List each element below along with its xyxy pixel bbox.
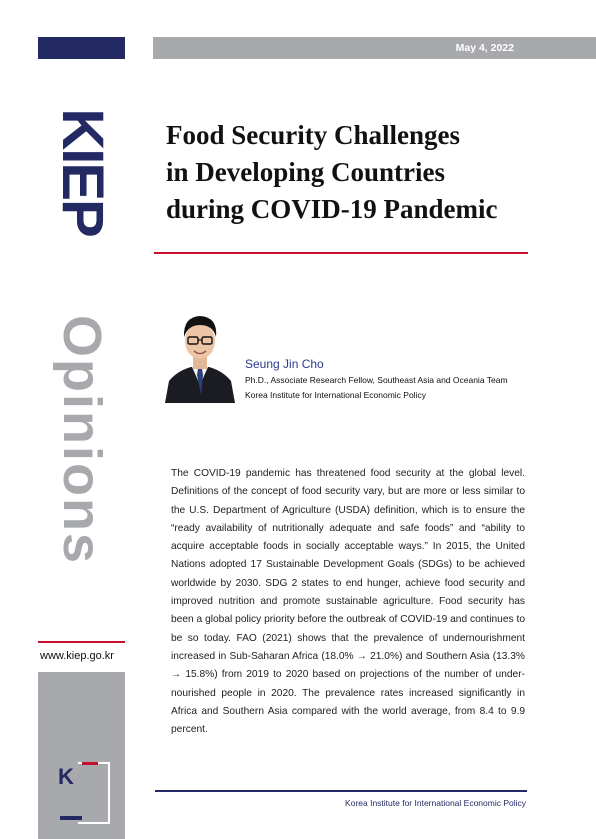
author-name: Seung Jin Cho — [245, 357, 324, 371]
kiep-emblem-accent — [82, 762, 98, 765]
kiep-emblem-letter: K — [58, 764, 74, 789]
footer-institution: Korea Institute for International Economic Policy — [345, 798, 526, 808]
article-body: The COVID-19 pandemic has threatened food security at the global level. Definitions of the concept of food security vary, but are more or less similar to the U.S. Department of Agriculture (USDA) definition, which is to ensure the “ready availability of nutritionally adequate and safe foods” and “ability to acquire acceptable foods in socially acceptable ways.” In 2015, the United Nations adopted 17 Sustainable Development Goals (SDGs) to be achieved worldwide by 2030. SDG 2 states to end hunger, achieve food security and improved nutrition and promote sustainable agriculture. Food security has been a global policy priority before the outbreak of COVID-19 and continues to be so today. FAO (2021) shows that the prevalence of undernourishment increased in Sub-Saharan Africa (18.0% → 21.0%) and Southern Asia (13.3% → 15.8%) from 2019 to 2020 based on projections of the number of under-nourished people in 2020. The prevalence rates increased significantly in Africa and Southern Asia compared with the world average, from 8.4 to 9.9 percent. — [171, 468, 525, 736]
author-photo — [163, 303, 237, 403]
header-navy-block — [38, 37, 125, 59]
kiep-logo: KIEP — [50, 108, 115, 236]
footer-divider — [155, 790, 527, 792]
kiep-emblem — [78, 762, 110, 824]
title-line: in Developing Countries — [166, 157, 446, 187]
publication-date: May 4, 2022 — [455, 42, 514, 54]
author-affiliation: Korea Institute for International Economic Policy — [245, 390, 426, 400]
author-position: Ph.D., Associate Research Fellow, Southeast Asia and Oceania Team — [245, 375, 508, 385]
date-bar — [153, 37, 596, 59]
title-line: Food Security Challenges — [166, 120, 460, 150]
title-divider — [154, 252, 528, 254]
website-link[interactable]: www.kiep.go.kr — [40, 650, 114, 662]
kiep-emblem-bar — [60, 816, 82, 820]
website-divider — [38, 641, 125, 643]
series-name: Opinions — [52, 315, 112, 565]
page-title — [166, 117, 546, 228]
title-line: during COVID-19 Pandemic — [166, 194, 498, 224]
